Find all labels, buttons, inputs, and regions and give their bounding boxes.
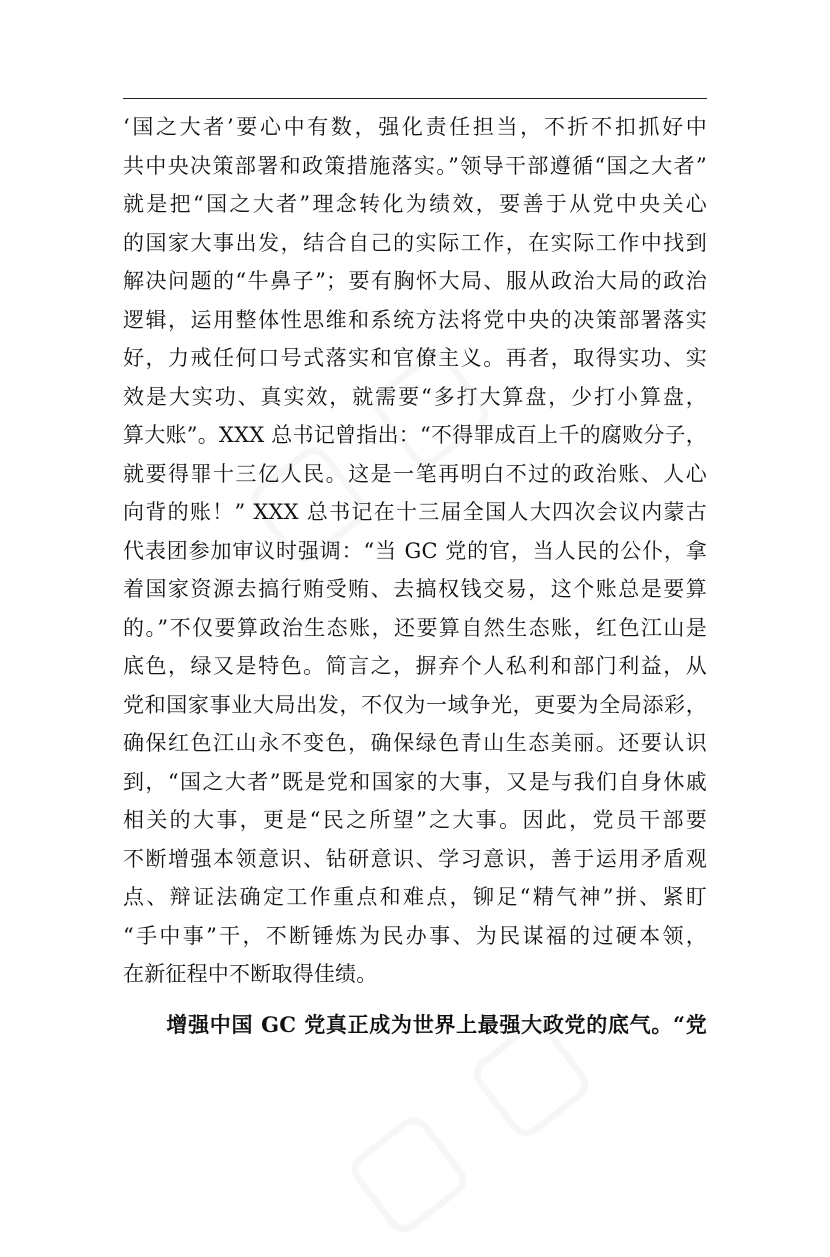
text-line: 党和国家事业大局出发，不仅为一域争光，更要为全局添彩， bbox=[123, 692, 707, 717]
text-line: 着国家资源去搞行贿受贿、去搞权钱交易，这个账总是要算 bbox=[123, 577, 707, 601]
text-line: 确保红色江山永不变色，确保绿色青山生态美丽。还要认识 bbox=[123, 731, 707, 755]
text-line: 算大账”。XXX 总书记曾指出：“不得罪成百上千的腐败分子， bbox=[123, 423, 707, 447]
paragraph-1 bbox=[123, 108, 707, 994]
text-line: ‘国之大者’要心中有数，强化责任担当，不折不扣抓好中 bbox=[123, 115, 707, 139]
text-line: 逻辑，运用整体性思维和系统方法将党中央的决策部署落实 bbox=[123, 307, 707, 332]
header-rule bbox=[123, 98, 707, 99]
text-line: 向背的账！” XXX 总书记在十三届全国人大四次会议内蒙古 bbox=[123, 500, 707, 524]
text-line: 点、辩证法确定工作重点和难点，铆足“精气神”拼、紧盯 bbox=[123, 885, 707, 909]
text-line: 共中央决策部署和政策措施落实。”领导干部遵循“国之大者” bbox=[123, 153, 707, 178]
text-line: 到，“国之大者”既是党和国家的大事，又是与我们自身休戚 bbox=[123, 769, 707, 794]
text-line: 的国家大事出发，结合自己的实际工作，在实际工作中找到 bbox=[123, 230, 707, 255]
text-line: 就要得罪十三亿人民。这是一笔再明白不过的政治账、人心 bbox=[123, 461, 707, 486]
text-line: 在新征程中不断取得佳绩。 bbox=[123, 962, 378, 986]
text-line: 不断增强本领意识、钻研意识、学习意识，善于运用矛盾观 bbox=[123, 846, 707, 871]
text-line: 就是把“国之大者”理念转化为绩效，要善于从党中央关心 bbox=[123, 192, 707, 216]
text-line: 底色，绿又是特色。简言之，摒弃个人私利和部门利益，从 bbox=[123, 654, 707, 678]
text-line: 的。”不仅要算政治生态账，还要算自然生态账，红色江山是 bbox=[123, 615, 707, 640]
paragraph-2 bbox=[123, 1006, 707, 1045]
text-line: “手中事”干，不断锤炼为民办事、为民谋福的过硬本领， bbox=[123, 923, 707, 948]
text-line: 效是大实功、真实效，就需要“多打大算盘，少打小算盘， bbox=[123, 384, 707, 409]
text-line: 代表团参加审议时强调：“当 GC 党的官，当人民的公仆，拿 bbox=[123, 538, 707, 563]
text-line: 相关的大事，更是“民之所望”之大事。因此，党员干部要 bbox=[123, 808, 707, 832]
text-line: 好，力戒任何口号式落实和官僚主义。再者，取得实功、实 bbox=[123, 346, 707, 370]
text-line: 解决问题的“牛鼻子”；要有胸怀大局、服从政治大局的政治 bbox=[123, 269, 707, 293]
section-heading-line: 增强中国 GC 党真正成为世界上最强大政党的底气。“党 bbox=[123, 1012, 707, 1037]
